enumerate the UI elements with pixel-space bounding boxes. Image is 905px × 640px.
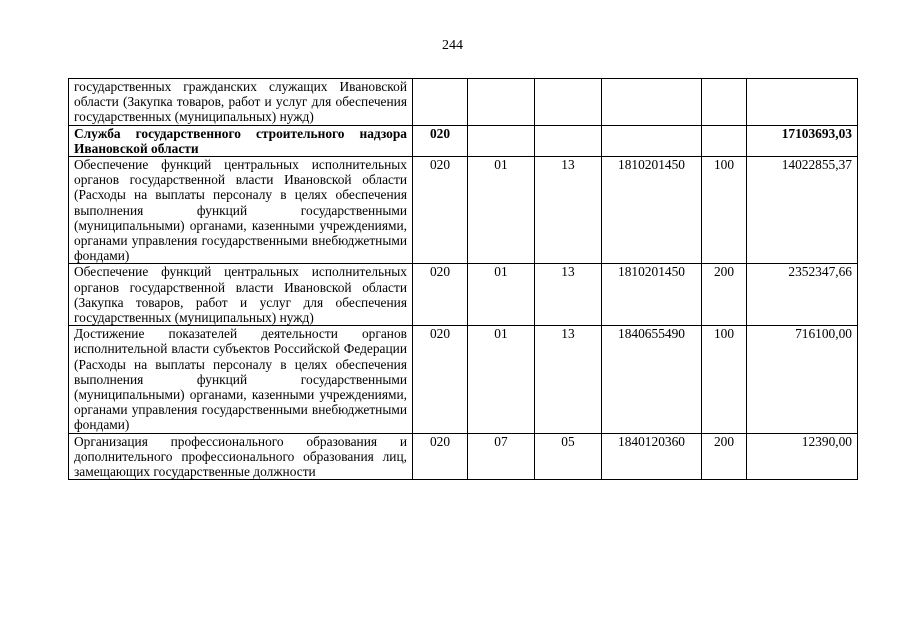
table-body: [69, 79, 858, 480]
amount-cell: 716100,00: [747, 326, 858, 433]
expense-type-cell: 200: [702, 433, 747, 480]
table-row: [69, 157, 858, 264]
expense-type-cell: 100: [702, 326, 747, 433]
table-row: [69, 433, 858, 480]
subsection-code-cell: 13: [535, 157, 602, 264]
name-cell: Достижение показателей деятельности органов исполнительной власти субъектов Российской Федерации (Расходы на выплаты персоналу в целях обеспечения выполнения функций государственными (муниципальными) органами, казенными учреждениями, органами управления государственными внебюджетными фондами): [69, 326, 413, 433]
subsection-code-cell: 13: [535, 264, 602, 326]
target-article-cell: [602, 125, 702, 156]
section-code-cell: [468, 125, 535, 156]
name-cell: государственных гражданских служащих Ивановской области (Закупка товаров, работ и услуг для обеспечения государственных (муниципальных) нужд): [69, 79, 413, 126]
name-cell: Обеспечение функций центральных исполнительных органов государственной власти Ивановской области (Расходы на выплаты персоналу в целях обеспечения выполнения функций государственными (муниципальными) органами, казенными учреждениями, органами управления государственными внебюджетными фондами): [69, 157, 413, 264]
expense-type-cell: [702, 79, 747, 126]
target-article-cell: 1840120360: [602, 433, 702, 480]
ministry-code-cell: 020: [413, 433, 468, 480]
ministry-code-cell: 020: [413, 157, 468, 264]
subsection-code-cell: 13: [535, 326, 602, 433]
target-article-cell: 1810201450: [602, 157, 702, 264]
amount-cell: [747, 79, 858, 126]
amount-cell: 2352347,66: [747, 264, 858, 326]
ministry-code-cell: 020: [413, 125, 468, 156]
section-code-cell: 01: [468, 157, 535, 264]
budget-table: [68, 78, 858, 480]
ministry-code-cell: 020: [413, 326, 468, 433]
section-code-cell: 01: [468, 264, 535, 326]
subsection-code-cell: 05: [535, 433, 602, 480]
subsection-code-cell: [535, 79, 602, 126]
expense-type-cell: [702, 125, 747, 156]
table-row: [69, 264, 858, 326]
table-row: [69, 326, 858, 433]
table-row: [69, 79, 858, 126]
name-cell: Организация профессионального образования и дополнительного профессионального образования лиц, замещающих государственные должности: [69, 433, 413, 480]
page-number: 244: [442, 38, 463, 53]
section-code-cell: 07: [468, 433, 535, 480]
subsection-code-cell: [535, 125, 602, 156]
ministry-code-cell: [413, 79, 468, 126]
amount-cell: 17103693,03: [747, 125, 858, 156]
name-cell: Служба государственного строительного надзора Ивановской области: [69, 125, 413, 156]
target-article-cell: 1810201450: [602, 264, 702, 326]
expense-type-cell: 100: [702, 157, 747, 264]
target-article-cell: 1840655490: [602, 326, 702, 433]
section-code-cell: [468, 79, 535, 126]
ministry-code-cell: 020: [413, 264, 468, 326]
section-code-cell: 01: [468, 326, 535, 433]
table-row: [69, 125, 858, 156]
target-article-cell: [602, 79, 702, 126]
expense-type-cell: 200: [702, 264, 747, 326]
amount-cell: 14022855,37: [747, 157, 858, 264]
amount-cell: 12390,00: [747, 433, 858, 480]
name-cell: Обеспечение функций центральных исполнительных органов государственной власти Ивановской области (Закупка товаров, работ и услуг для обеспечения государственных (муниципальных) нужд): [69, 264, 413, 326]
